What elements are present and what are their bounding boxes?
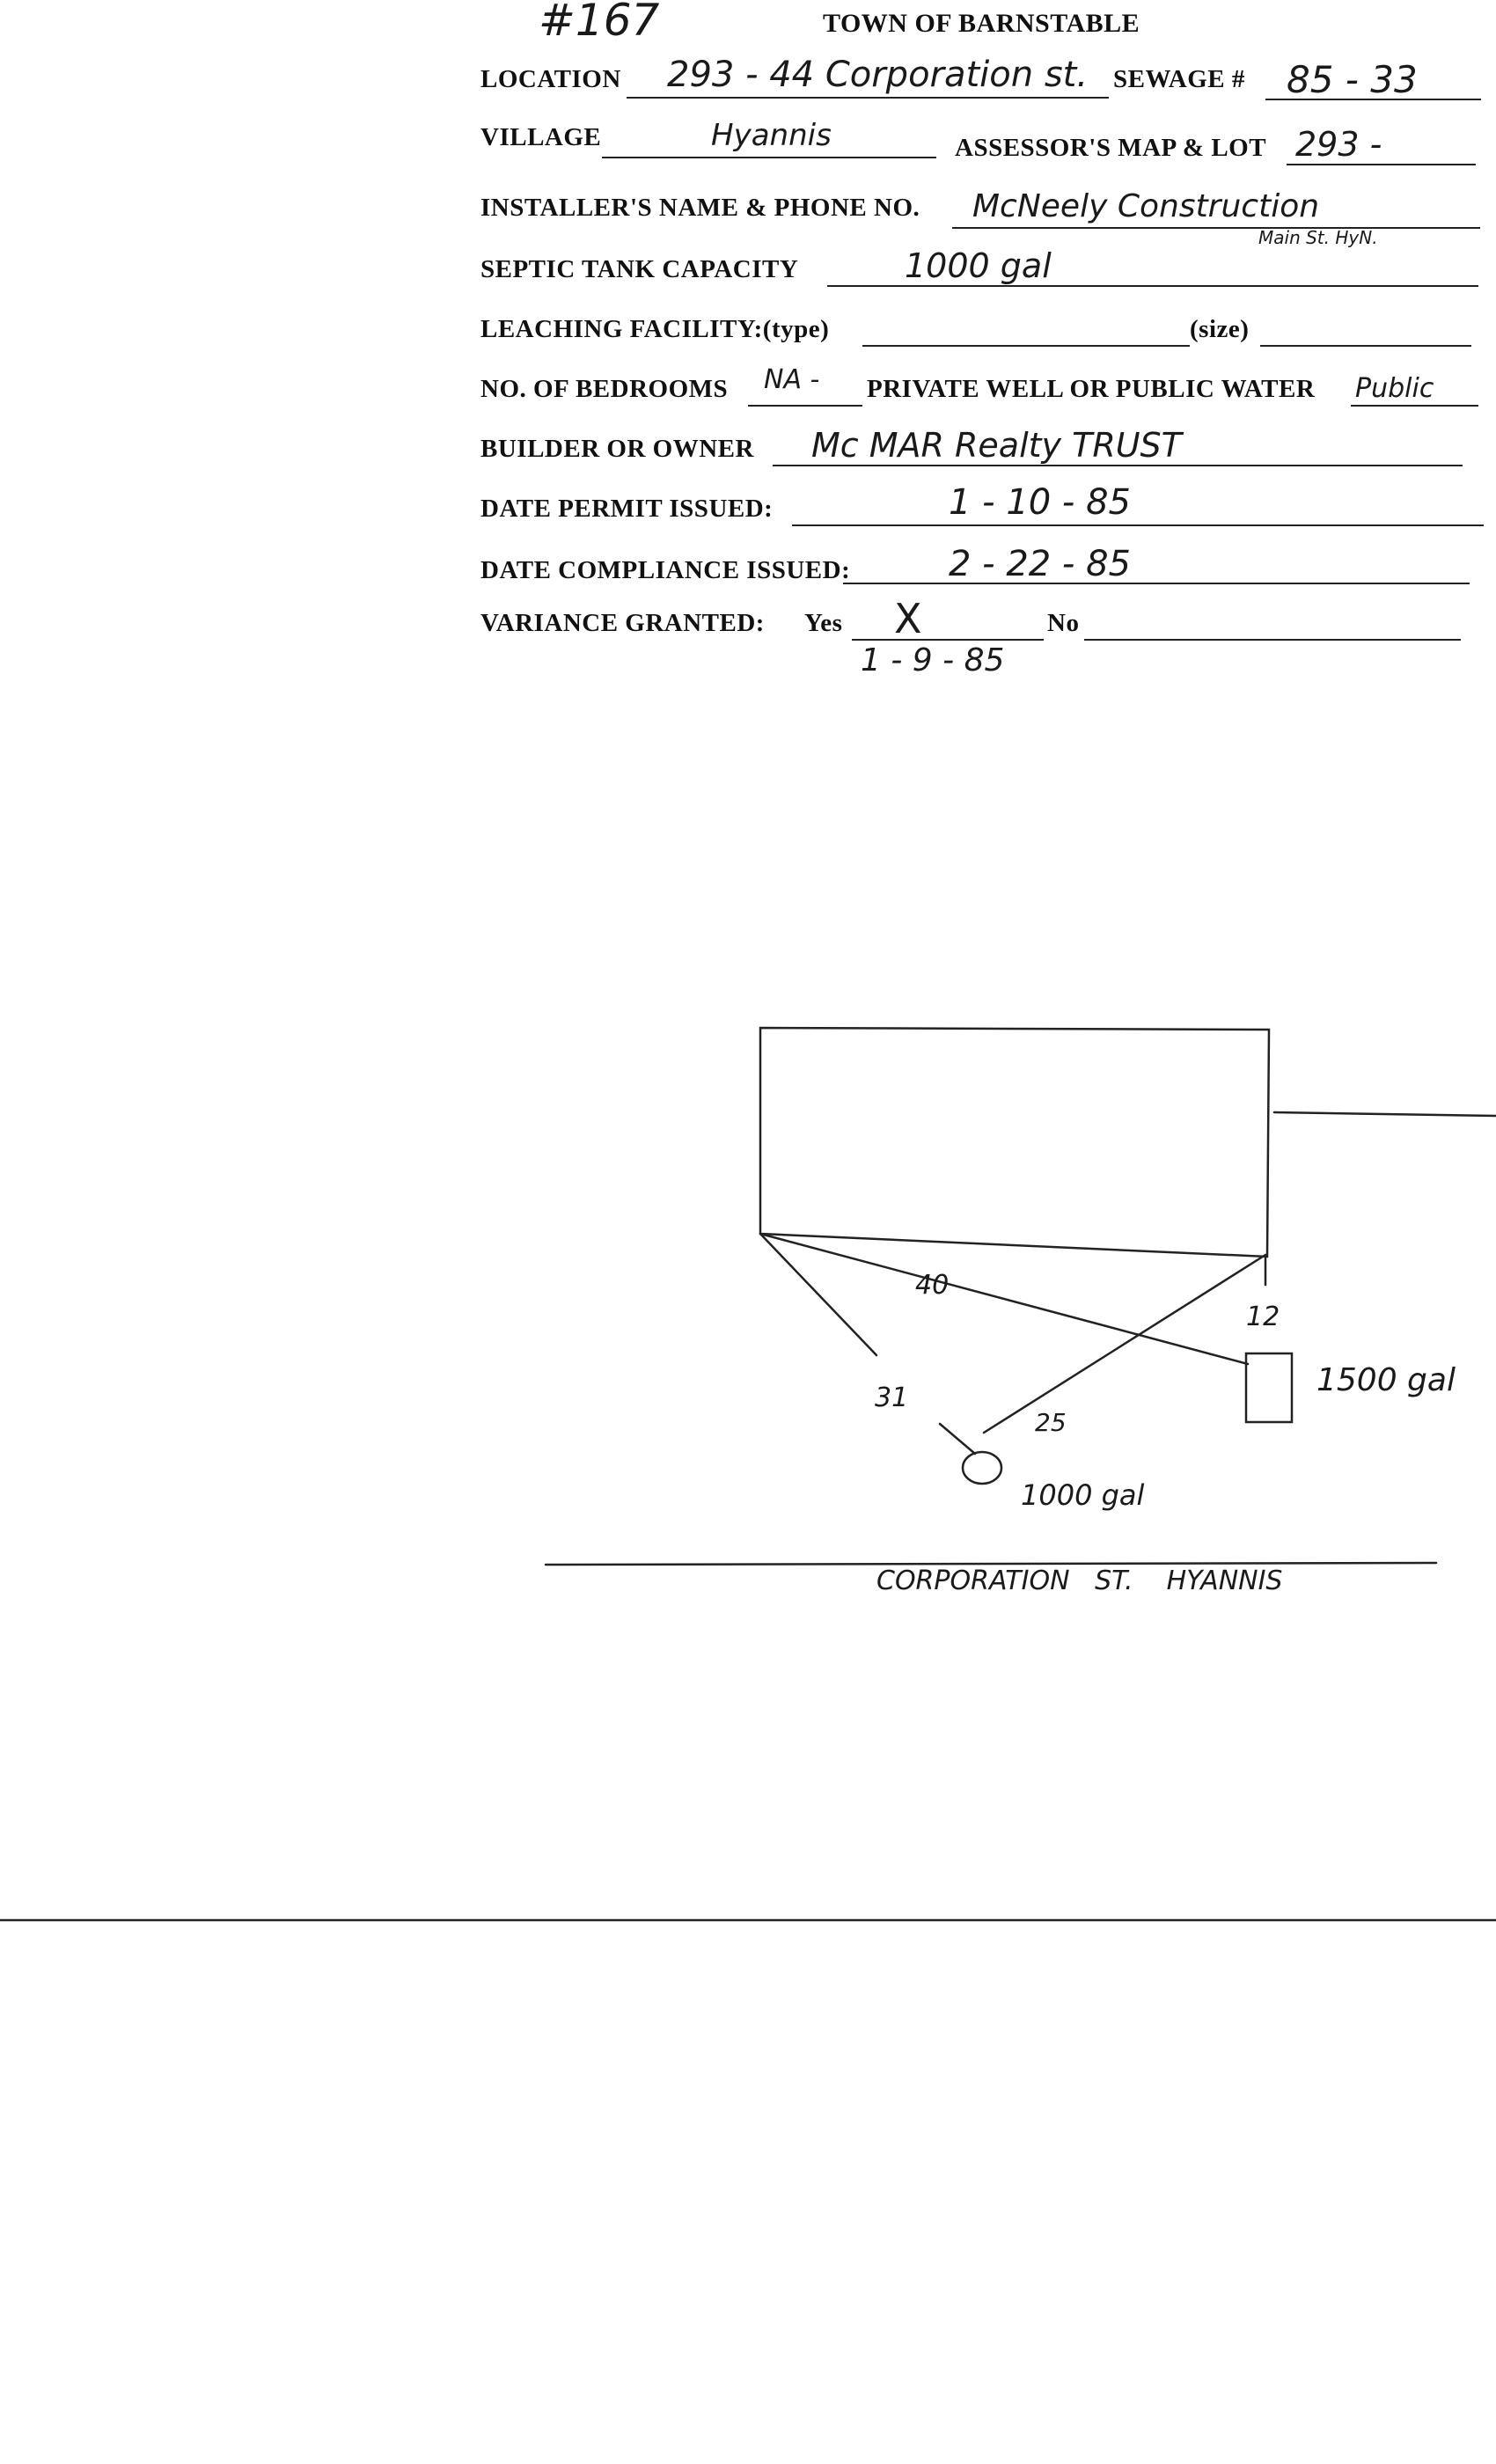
dist-40: 40 (915, 1270, 950, 1301)
builder-label: BUILDER OR OWNER (480, 435, 754, 463)
dist-12: 12 (1246, 1302, 1280, 1332)
house-outline (760, 1028, 1269, 1257)
record-number: #167 (539, 0, 660, 46)
location-value: 293 - 44 Corporation st. (667, 55, 1089, 95)
location-label: LOCATION (480, 65, 621, 93)
permit-label: DATE PERMIT ISSUED: (480, 495, 774, 523)
street-line (546, 1563, 1436, 1565)
variance-label: VARIANCE GRANTED: (480, 609, 765, 637)
leaching-size-label: (size) (1190, 315, 1250, 343)
septic-tank (1246, 1353, 1292, 1422)
assessor-label: ASSESSOR'S MAP & LOT (955, 134, 1267, 162)
variance-date: 1 - 9 - 85 (861, 642, 1005, 678)
compliance-value: 2 - 22 - 85 (949, 544, 1131, 584)
leach-capacity: 1000 gal (1021, 1478, 1145, 1512)
leaching-label: LEACHING FACILITY:(type) (480, 315, 830, 343)
septic-value: 1000 gal (905, 246, 1052, 285)
permit-value: 1 - 10 - 85 (949, 482, 1131, 523)
septic-label: SEPTIC TANK CAPACITY (480, 255, 799, 283)
bedrooms-value: NA - (764, 364, 820, 395)
compliance-label: DATE COMPLIANCE ISSUED: (480, 556, 851, 584)
dist-31: 31 (875, 1382, 909, 1413)
bedrooms-label: NO. OF BEDROOMS (480, 375, 729, 403)
line-corner-to-leach (760, 1234, 876, 1355)
form-title: TOWN OF BARNSTABLE (823, 9, 1140, 38)
sewage-label: SEWAGE # (1113, 65, 1245, 93)
leaching-pit (963, 1452, 1001, 1484)
line-leach-to-tank (984, 1255, 1265, 1433)
installer-label: INSTALLER'S NAME & PHONE NO. (480, 194, 920, 222)
village-label: VILLAGE (480, 123, 602, 151)
tank-capacity: 1500 gal (1316, 1362, 1456, 1398)
installer-value: McNeely Construction (972, 188, 1320, 224)
street-name: CORPORATION ST. HYANNIS (876, 1566, 1283, 1596)
water-value: Public (1355, 373, 1434, 404)
variance-no-label: No (1047, 609, 1080, 637)
property-line (1274, 1112, 1496, 1116)
line-leach-left (940, 1424, 975, 1454)
village-value: Hyannis (711, 118, 832, 153)
water-label: PRIVATE WELL OR PUBLIC WATER (867, 375, 1316, 403)
variance-yes-mark: X (894, 595, 922, 642)
installer-note: Main St. HyN. (1258, 227, 1378, 248)
variance-yes-label: Yes (804, 609, 843, 637)
builder-value: Mc MAR Realty TRUST (811, 426, 1182, 465)
sewage-value: 85 - 33 (1287, 58, 1418, 101)
assessor-value: 293 - (1295, 125, 1382, 164)
dist-25: 25 (1035, 1408, 1067, 1437)
